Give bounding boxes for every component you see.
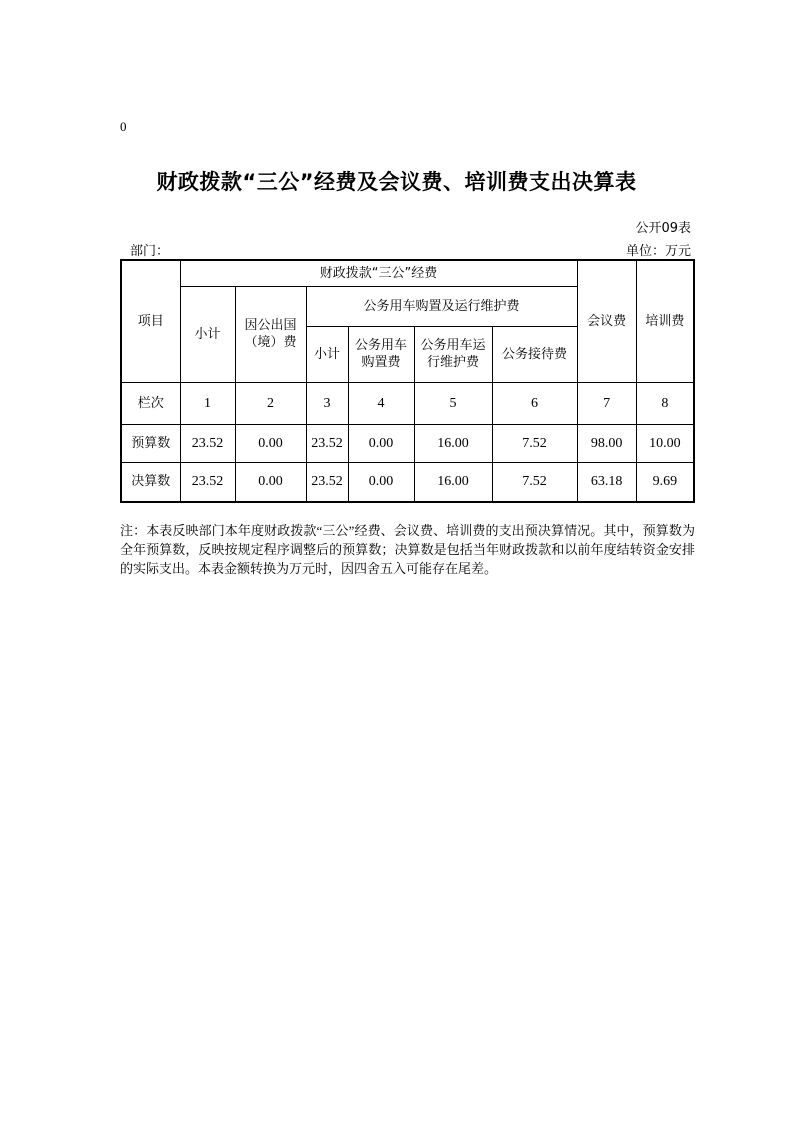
cell-value: 23.52 (180, 462, 235, 502)
header-item: 项目 (121, 260, 180, 382)
header-training: 培训费 (636, 260, 694, 382)
table-row-budget (121, 424, 694, 462)
header-subtotal: 小计 (180, 286, 235, 382)
cell-value: 0.00 (235, 424, 306, 462)
unit-label: 单位：万元 (625, 244, 691, 259)
table-row-column-index (121, 382, 694, 424)
cell-value: 23.52 (306, 424, 348, 462)
header-vehicle-subtotal: 小计 (306, 326, 348, 382)
cell-value: 5 (414, 382, 492, 424)
cell-value: 2 (235, 382, 306, 424)
cell-value: 7.52 (492, 462, 577, 502)
cell-value: 10.00 (636, 424, 694, 462)
header-abroad: 因公出国（境）费 (235, 286, 306, 382)
cell-value: 16.00 (414, 462, 492, 502)
form-code: 公开09表 (635, 221, 691, 236)
cell-value: 16.00 (414, 424, 492, 462)
cell-value: 9.69 (636, 462, 694, 502)
cell-value: 6 (492, 382, 577, 424)
footnote: 注：本表反映部门本年度财政拨款“三公”经费、会议费、培训费的支出预决算情况。其中，预算数为全年预算数，反映按规定程序调整后的预算数；决算数是包括当年财政拨款和以前年度结转资金安排的实际支出。本表金额转换为万元时，因四舍五入可能存在尾差。 (120, 523, 695, 576)
header-vehicle-operation: 公务用车运行维护费 (414, 326, 492, 382)
cell-value: 63.18 (577, 462, 636, 502)
cell-value: 23.52 (306, 462, 348, 502)
header-meeting: 会议费 (577, 260, 636, 382)
cell-value: 0.00 (348, 424, 414, 462)
cell-value: 98.00 (577, 424, 636, 462)
cell-value: 23.52 (180, 424, 235, 462)
cell-value: 1 (180, 382, 235, 424)
header-vehicle-purchase: 公务用车购置费 (348, 326, 414, 382)
row-label: 预算数 (121, 424, 180, 462)
cell-value: 7.52 (492, 424, 577, 462)
row-label: 决算数 (121, 462, 180, 502)
cell-value: 7 (577, 382, 636, 424)
cell-value: 4 (348, 382, 414, 424)
header-reception: 公务接待费 (492, 326, 577, 382)
cell-value: 0.00 (348, 462, 414, 502)
table-row-actual (121, 462, 694, 502)
cell-value: 8 (636, 382, 694, 424)
cell-value: 3 (306, 382, 348, 424)
row-label: 栏次 (121, 382, 180, 424)
header-three-public: 财政拨款“三公”经费 (180, 260, 577, 286)
department-label: 部门： (130, 244, 170, 259)
header-vehicle-group: 公务用车购置及运行维护费 (306, 286, 577, 326)
page-number: 0 (120, 119, 127, 134)
cell-value: 0.00 (235, 462, 306, 502)
page-title: 财政拨款“三公”经费及会议费、培训费支出决算表 (156, 170, 637, 194)
expenditure-table (120, 259, 695, 503)
